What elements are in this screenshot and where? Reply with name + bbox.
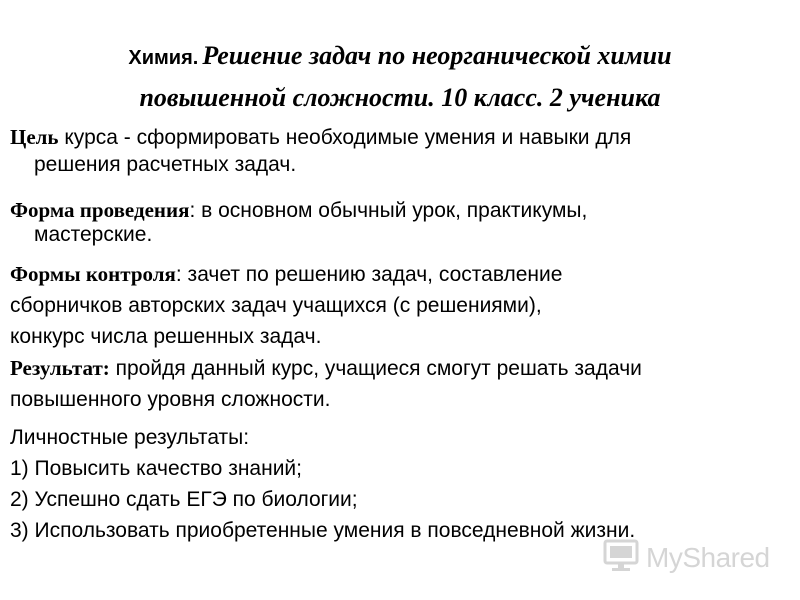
goal-text-1: курса - сформировать необходимые умения и навыки для <box>58 126 632 149</box>
title-main-line-1: Решение задач по неорганической химии <box>202 41 672 70</box>
goal-label: Цель <box>10 125 59 149</box>
control-label: Формы контроля <box>10 262 176 286</box>
control-paragraph <box>10 259 790 352</box>
title-main-line-2: повышенной сложности. 10 класс. 2 ученика <box>139 83 661 112</box>
control-line-1 <box>10 259 790 290</box>
result-line-1 <box>10 353 790 384</box>
control-text-1: : зачет по решению задач, составление <box>175 263 563 286</box>
form-line-1 <box>10 198 790 223</box>
control-text-2: сборничков авторских задач учащихся (с решениями), <box>10 294 542 317</box>
result-paragraph <box>10 353 790 415</box>
personal-item-1: 1) Повысить качество знаний; <box>10 457 302 480</box>
form-paragraph <box>10 198 790 247</box>
result-text-2: повышенного уровня сложности. <box>10 388 331 411</box>
monitor-icon <box>602 537 640 580</box>
personal-results <box>10 422 790 546</box>
title-line-1 <box>40 37 760 79</box>
control-text-3: конкурс числа решенных задач. <box>10 325 322 348</box>
watermark-text: MyShared <box>646 542 770 573</box>
result-label: Результат: <box>10 356 110 380</box>
slide-title <box>40 37 760 117</box>
form-text-1: : в основном обычный урок, практикумы, <box>189 199 588 222</box>
personal-item-2: 2) Успешно сдать ЕГЭ по биологии; <box>10 488 358 511</box>
title-subject: Химия. <box>128 47 199 69</box>
personal-heading: Личностные результаты: <box>10 426 250 449</box>
goal-text-2: решения расчетных задач. <box>34 153 297 176</box>
goal-line-1 <box>10 124 790 151</box>
form-label: Форма проведения <box>10 198 190 222</box>
result-text-1: пройдя данный курс, учащиеся смогут решать задачи <box>109 357 642 380</box>
watermark <box>602 538 770 578</box>
personal-item-3: 3) Использовать приобретенные умения в повседневной жизни. <box>10 519 636 542</box>
goal-paragraph <box>10 124 790 178</box>
form-text-2: мастерские. <box>34 223 153 246</box>
